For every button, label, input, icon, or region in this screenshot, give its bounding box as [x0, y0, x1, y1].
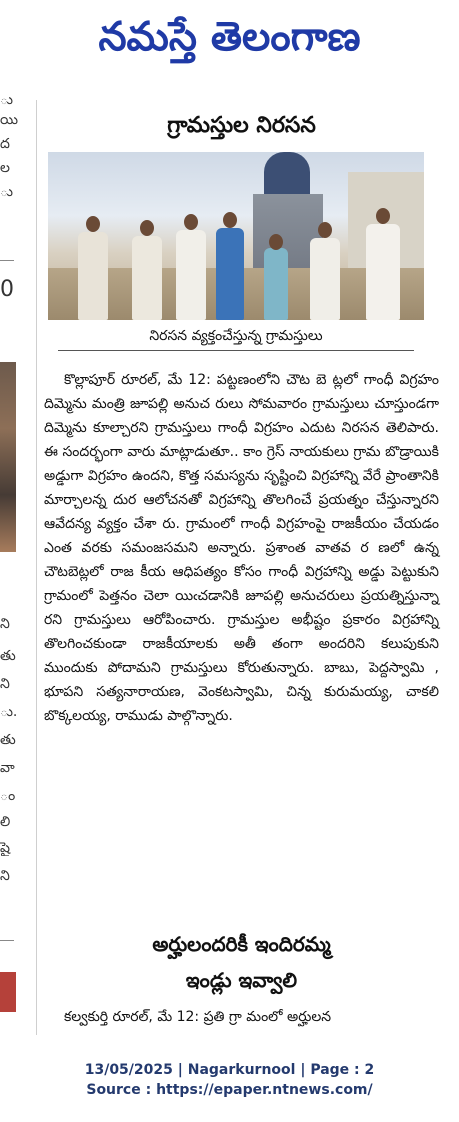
left-column-fragment: తు: [0, 732, 16, 748]
photo-person: [216, 228, 244, 320]
footer-date-edition: 13/05/2025 | Nagarkurnool | Page : 2: [84, 1062, 375, 1078]
photo-statue: [264, 152, 310, 200]
left-adjacent-column: [0, 92, 30, 1042]
photo-person-head: [184, 214, 198, 230]
left-column-fragment: వా: [0, 760, 15, 776]
footer-source: Source : https://epaper.ntnews.com/: [86, 1082, 373, 1098]
left-column-fragment: ు: [0, 184, 13, 200]
photo-person-head: [86, 216, 100, 232]
photo-caption: నిరసన వ్యక్తంచేస్తున్న గ్రామస్తులు: [58, 326, 414, 351]
second-article-headline-line2: ఇండ్లు ఇవ్వాలి: [185, 968, 298, 992]
left-column-rule: [0, 260, 14, 261]
photo-person-head: [269, 234, 283, 250]
left-column-photo: [0, 362, 16, 552]
left-column-fragment: ని: [0, 676, 10, 692]
photo-person-head: [223, 212, 237, 228]
article-body-paragraph: కొల్లాపూర్ రూరల్, మే 12: పట్టణంలోని చౌట బె ట్లలో గాంధీ విగ్రహం దిమ్మెను మంత్రి జూపల్లి అనుచ రులు సోమవారం గ్రామస్తులు చూస్తుండగా దిమ్మెను కూల్చారని గ్రామస్తులు గాంధీ విగ్రహం ఎదుట నిరసన తెలిపారు. ఈ సందర్భంగా వారు మాట్లాడుతూ.. కాం గ్రెస్ నాయకులు గ్రామ బొడ్రాయికి అడ్డుగా విగ్రహం ఉందని, కొత్త సమస్యను సృష్టించి విగ్రహాన్ని వేరే ప్రాంతానికి మార్చాలన్న దుర ఆలోచనతో విగ్రహాన్ని తొలగించే ప్రయత్నం చేస్తున్నారని ఆవేదన్య వ్యక్తం చేశా రు. గ్రామంలో గాంధీ విగ్రహంపై రాజకీయం చేయడం ఎంత వరకు సమంజసమని అన్నారు. ప్రశాంత వాతవ ర ణలో ఉన్న చౌటబెట్లలో రాజ కీయ ఆధిపత్యం కోసం గాంధీ విగ్రహాన్ని అడ్డు పెట్టుకుని గ్రామంలో పెత్తనం చెలా యిఁచడానికి జూపల్లి అనుచరులు ప్రయత్నిస్తున్నా రని గ్రామస్తులు ఆరోపించారు. గ్రామస్తుల అభీష్టం ప్రకారం విగ్రహాన్ని తొలగించకుండా రాజకీయాలకు అతీ తంగా అందరిని కలుపుకుని ముందుకు పోదామని గ్రామస్తులు కోరుతున్నారు. బాబు, పెద్దస్వామి , భూపని సత్యనారాయణ, వెంకటస్వామి, చిన్న కురుమయ్య, చాకలి బొక్కలయ్య, రాముడు పాల్గొన్నారు.: [44, 372, 439, 724]
photo-person-head: [318, 222, 332, 238]
left-column-fragment: ు: [0, 92, 13, 108]
left-column-fragment: తు: [0, 648, 16, 664]
left-column-fragment: 0: [0, 278, 14, 302]
photo-person: [366, 224, 400, 320]
article-body: [44, 368, 439, 728]
column-divider: [36, 100, 37, 1035]
left-column-rule: [0, 940, 14, 941]
masthead: [0, 0, 459, 84]
newspaper-title: నమస్తే తెలంగాణ: [98, 14, 361, 60]
photo-person-head: [376, 208, 390, 224]
photo-person: [310, 238, 340, 320]
photo-person: [176, 230, 206, 320]
photo-person-head: [140, 220, 154, 236]
left-column-fragment: షై: [0, 840, 10, 856]
photo-person: [264, 248, 288, 320]
left-column-fragment: యి: [0, 112, 19, 128]
left-column-photo: [0, 972, 16, 1012]
left-column-fragment: ల: [0, 160, 10, 176]
left-column-fragment: ు.: [0, 704, 18, 720]
photo-person: [78, 232, 108, 320]
left-column-fragment: లి: [0, 814, 11, 830]
page-footer: [0, 1060, 459, 1100]
left-column-fragment: ని: [0, 868, 10, 884]
second-article-lead: కల్వకుర్తి రూరల్, మే 12: ప్రతి గ్రా మంలో అర్హులన: [64, 1009, 332, 1025]
article-photo: [48, 152, 424, 320]
left-column-fragment: ని: [0, 616, 10, 632]
photo-person: [132, 236, 162, 320]
left-column-fragment: ం: [0, 788, 16, 804]
second-article-headline-line1: అర్హులందరికీ ఇందిరమ్మ: [152, 932, 331, 956]
article-headline: గ్రామస్తుల నిరసన: [167, 113, 316, 138]
left-column-fragment: ద: [0, 136, 10, 152]
